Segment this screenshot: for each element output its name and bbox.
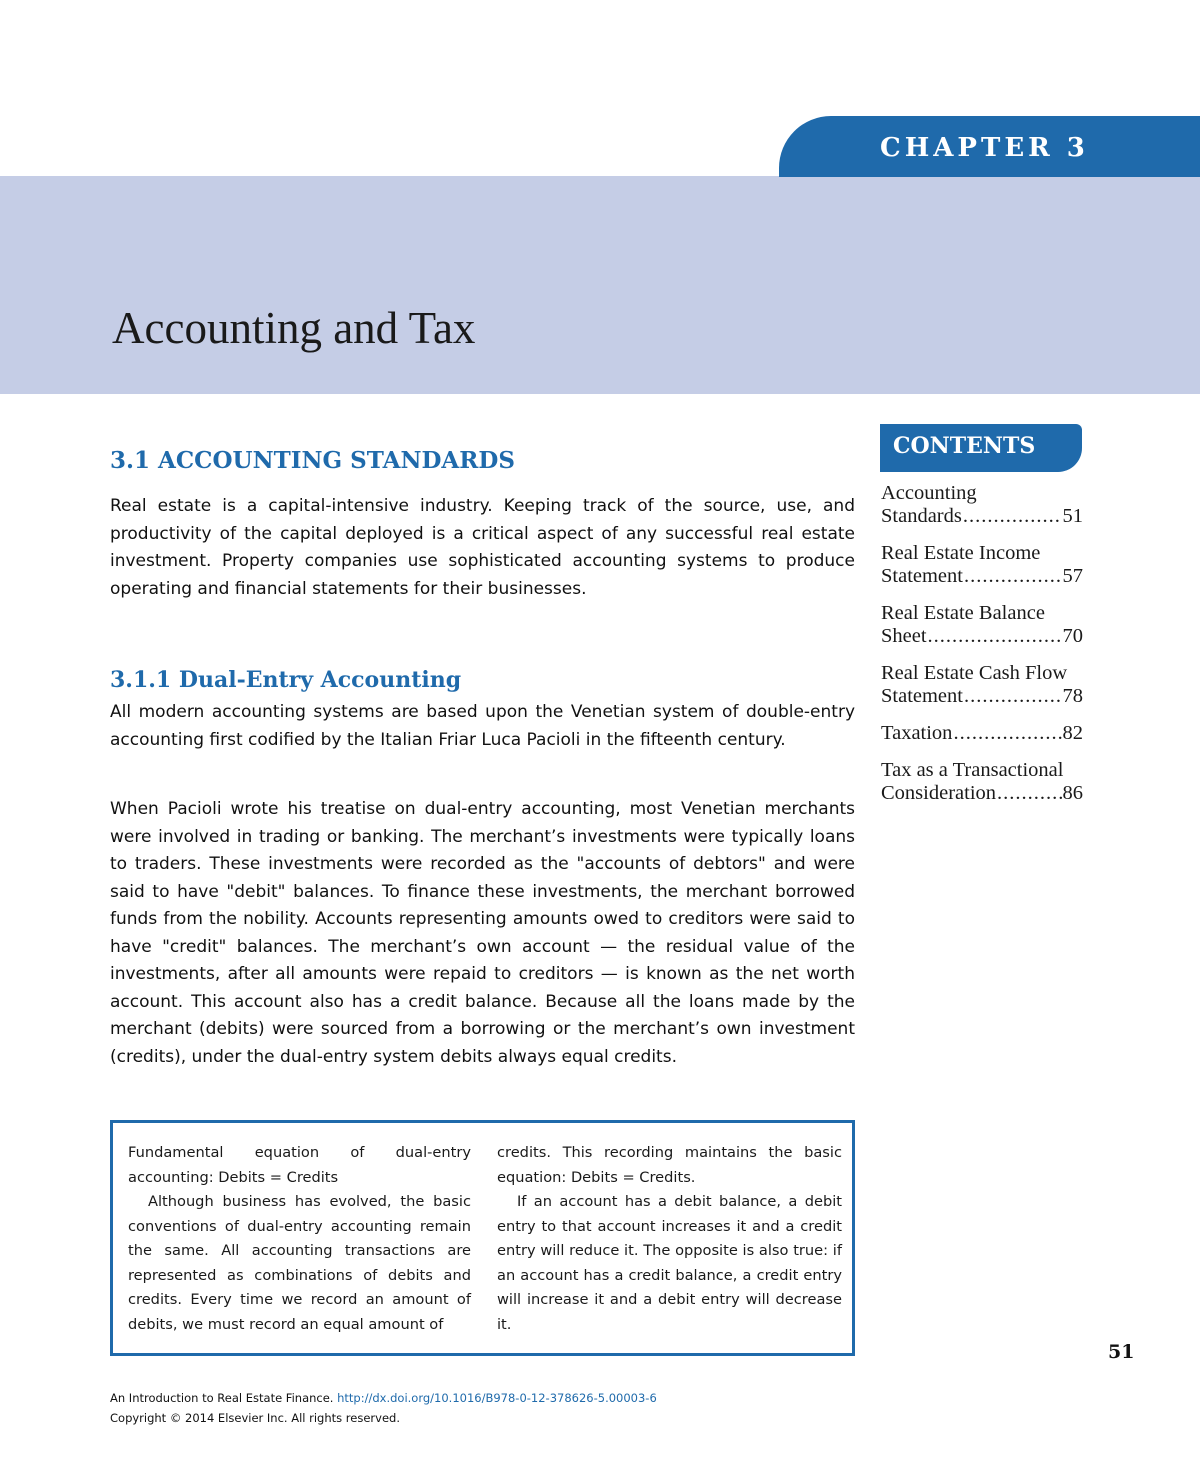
- toc-entry-title-wrap: Real Estate Balance: [881, 602, 1045, 624]
- toc-leader-dots: [964, 565, 1062, 588]
- toc-entry-title: Statement: [881, 685, 963, 707]
- toc-entry[interactable]: [881, 482, 1083, 528]
- box-paragraph: If an account has a debit balance, a debit entry to that account increases it and a credit entry will reduce it. The opposite is also true: if an account has a credit balance, a credit entry will increase it and a debit entry will decrease it.: [497, 1193, 842, 1333]
- toc-entry[interactable]: [881, 602, 1083, 648]
- toc-page-number: 86: [1062, 782, 1083, 804]
- toc-entry-title: Standards: [881, 505, 962, 527]
- toc-entry-title-wrap: Real Estate Income: [881, 542, 1041, 564]
- box-paragraph: credits. This recording maintains the basic equation: Debits = Credits.: [497, 1144, 842, 1186]
- chapter-label: CHAPTER 3: [880, 133, 1089, 163]
- toc-page-number: 51: [1062, 505, 1083, 527]
- subsection-heading: 3.1.1 Dual-Entry Accounting: [110, 667, 462, 693]
- toc-entry-title-wrap: Real Estate Cash Flow: [881, 662, 1068, 684]
- body-paragraph: All modern accounting systems are based upon the Venetian system of double-entry accounting first codified by the Italian Friar Luca Pacioli in the fifteenth century.: [110, 702, 855, 750]
- page-number: 51: [1108, 1341, 1135, 1363]
- book-title: An Introduction to Real Estate Finance.: [110, 1391, 334, 1405]
- toc-leader-dots: [928, 625, 1062, 648]
- chapter-title-band: [0, 176, 1200, 394]
- box-column-left: [128, 1141, 471, 1337]
- toc-entry-title: Taxation: [881, 722, 953, 744]
- fundamental-equation-box: [110, 1120, 855, 1356]
- toc-page-number: 78: [1062, 685, 1083, 707]
- page-title: Accounting and Tax: [112, 303, 476, 353]
- toc-page-number: 70: [1062, 625, 1083, 647]
- doi-link[interactable]: http://dx.doi.org/10.1016/B978-0-12-378626-5.00003-6: [337, 1391, 657, 1405]
- copyright-notice: Copyright © 2014 Elsevier Inc. All rights reserved.: [110, 1411, 400, 1425]
- intro-paragraph: Real estate is a capital-intensive industry. Keeping track of the source, use, and productivity of the capital deployed is a critical aspect of any successful real estate investment. Property companies use sophisticated accounting systems to produce operating and financial statements for their businesses.: [110, 496, 855, 599]
- box-paragraph: Fundamental equation of dual-entry accounting: Debits = Credits: [128, 1144, 471, 1186]
- box-paragraph: Although business has evolved, the basic conventions of dual-entry accounting remain the same. All accounting transactions are represented as combinations of debits and credits. Every time we record an amount of debits, we must record an equal amount of: [128, 1193, 471, 1333]
- toc-leader-dots: [953, 722, 1061, 745]
- toc-page-number: 57: [1062, 565, 1083, 587]
- toc-entry[interactable]: [881, 722, 1083, 745]
- toc-leader-dots: [997, 782, 1061, 805]
- section-heading: 3.1 ACCOUNTING STANDARDS: [110, 447, 515, 474]
- toc-entry-title-wrap: Accounting: [881, 482, 977, 504]
- toc-entry-title: Consideration: [881, 782, 997, 804]
- toc-entry[interactable]: [881, 542, 1083, 588]
- toc-entry[interactable]: [881, 662, 1083, 708]
- toc-leader-dots: [963, 505, 1062, 528]
- page-footer: [110, 1388, 657, 1428]
- contents-label: CONTENTS: [893, 433, 1036, 459]
- body-paragraph: When Pacioli wrote his treatise on dual-entry accounting, most Venetian merchants were involved in trading or banking. The merchant’s investments were typically loans to traders. These investments were recorded as the "accounts of debtors" and were said to have "debit" balances. To finance these investments, the merchant borrowed funds from the nobility. Accounts representing amounts owed to creditors were said to have "credit" balances. The merchant’s own account — the residual value of the investments, after all amounts were repaid to creditors — is known as the net worth account. This account also has a credit balance. Because all the loans made by the merchant (debits) were sourced from a borrowing or the merchant’s own investment (credits), under the dual-entry system debits always equal credits.: [110, 799, 855, 1067]
- toc-leader-dots: [964, 685, 1062, 708]
- table-of-contents: [881, 482, 1083, 819]
- toc-entry-title: Statement: [881, 565, 963, 587]
- toc-entry-title-wrap: Tax as a Transactional: [881, 759, 1064, 781]
- toc-entry[interactable]: [881, 759, 1083, 805]
- toc-page-number: 82: [1062, 722, 1083, 744]
- toc-entry-title: Sheet: [881, 625, 927, 647]
- box-column-right: [497, 1141, 842, 1337]
